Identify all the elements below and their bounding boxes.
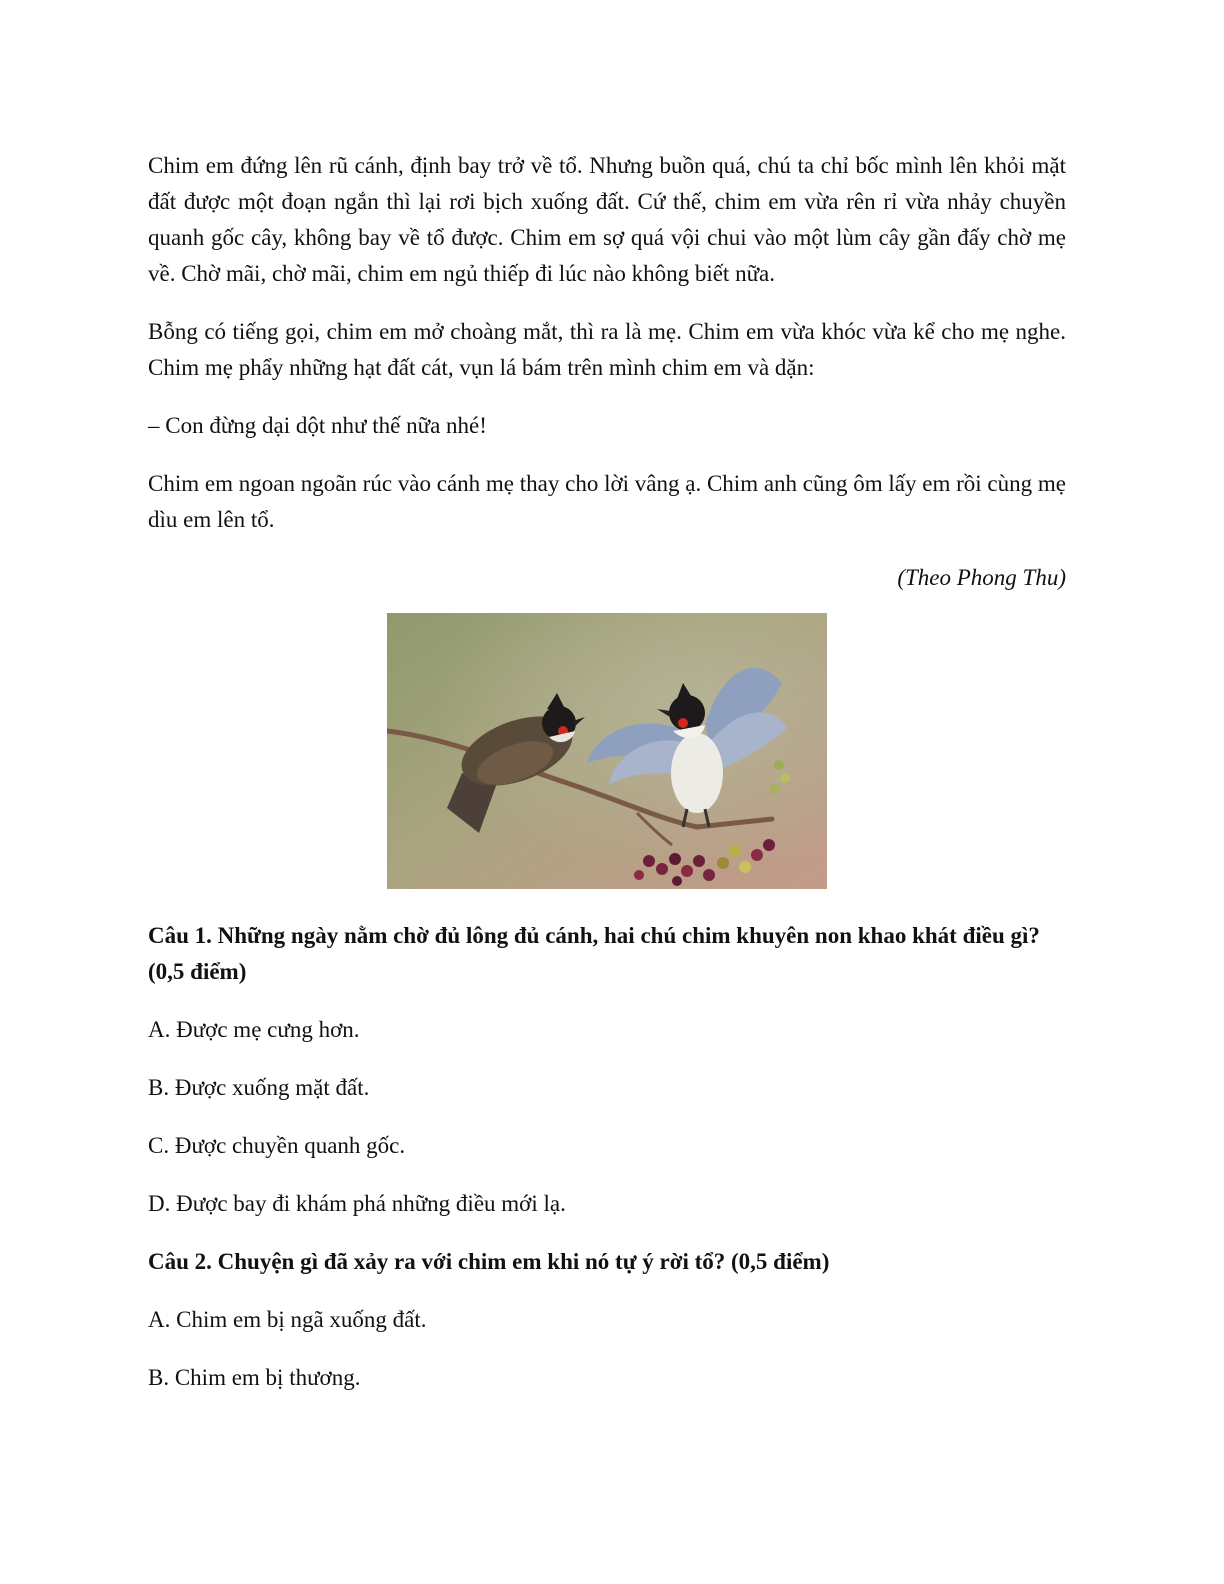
answer-option: D. Được bay đi khám phá những điều mới lạ. [148, 1191, 566, 1216]
bird-illustration [387, 613, 827, 889]
story-paragraph: Bỗng có tiếng gọi, chim em mở choàng mắt, thì ra là mẹ. Chim em vừa khóc vừa kể cho mẹ nghe. Chim mẹ phẩy những hạt đất cát, vụn lá bám trên mình chim em và dặn: [148, 319, 1066, 380]
story-paragraph: Chim em ngoan ngoãn rúc vào cánh mẹ thay cho lời vâng ạ. Chim anh cũng ôm lấy em rồi cùng mẹ dìu em lên tổ. [148, 471, 1066, 532]
question-title: Câu 1. Những ngày nằm chờ đủ lông đủ cánh, hai chú chim khuyên non khao khát điều gì? (0,5 điểm) [148, 923, 1040, 984]
story-paragraph: Chim em đứng lên rũ cánh, định bay trở về tổ. Nhưng buồn quá, chú ta chỉ bốc mình lên khỏi mặt đất được một đoạn ngắn thì lại rơi bịch xuống đất. Cứ thế, chim em vừa rên rỉ vừa nhảy chuyền quanh gốc cây, không bay về tổ được. Chim em sợ quá vội chui vào một lùm cây gần đấy chờ mẹ về. Chờ mãi, chờ mãi, chim em ngủ thiếp đi lúc nào không biết nữa. [148, 153, 1066, 286]
answer-option: C. Được chuyền quanh gốc. [148, 1133, 406, 1158]
answer-option: A. Chim em bị ngã xuống đất. [148, 1307, 427, 1332]
page-content [148, 148, 1066, 1418]
answer-option: A. Được mẹ cưng hơn. [148, 1017, 360, 1042]
story-dialogue: – Con đừng dại dột như thế nữa nhé! [148, 413, 487, 438]
story-source: (Theo Phong Thu) [897, 565, 1066, 590]
answer-option: B. Chim em bị thương. [148, 1365, 361, 1390]
question-title: Câu 2. Chuyện gì đã xảy ra với chim em khi nó tự ý rời tổ? (0,5 điểm) [148, 1249, 830, 1274]
answer-option: B. Được xuống mặt đất. [148, 1075, 370, 1100]
